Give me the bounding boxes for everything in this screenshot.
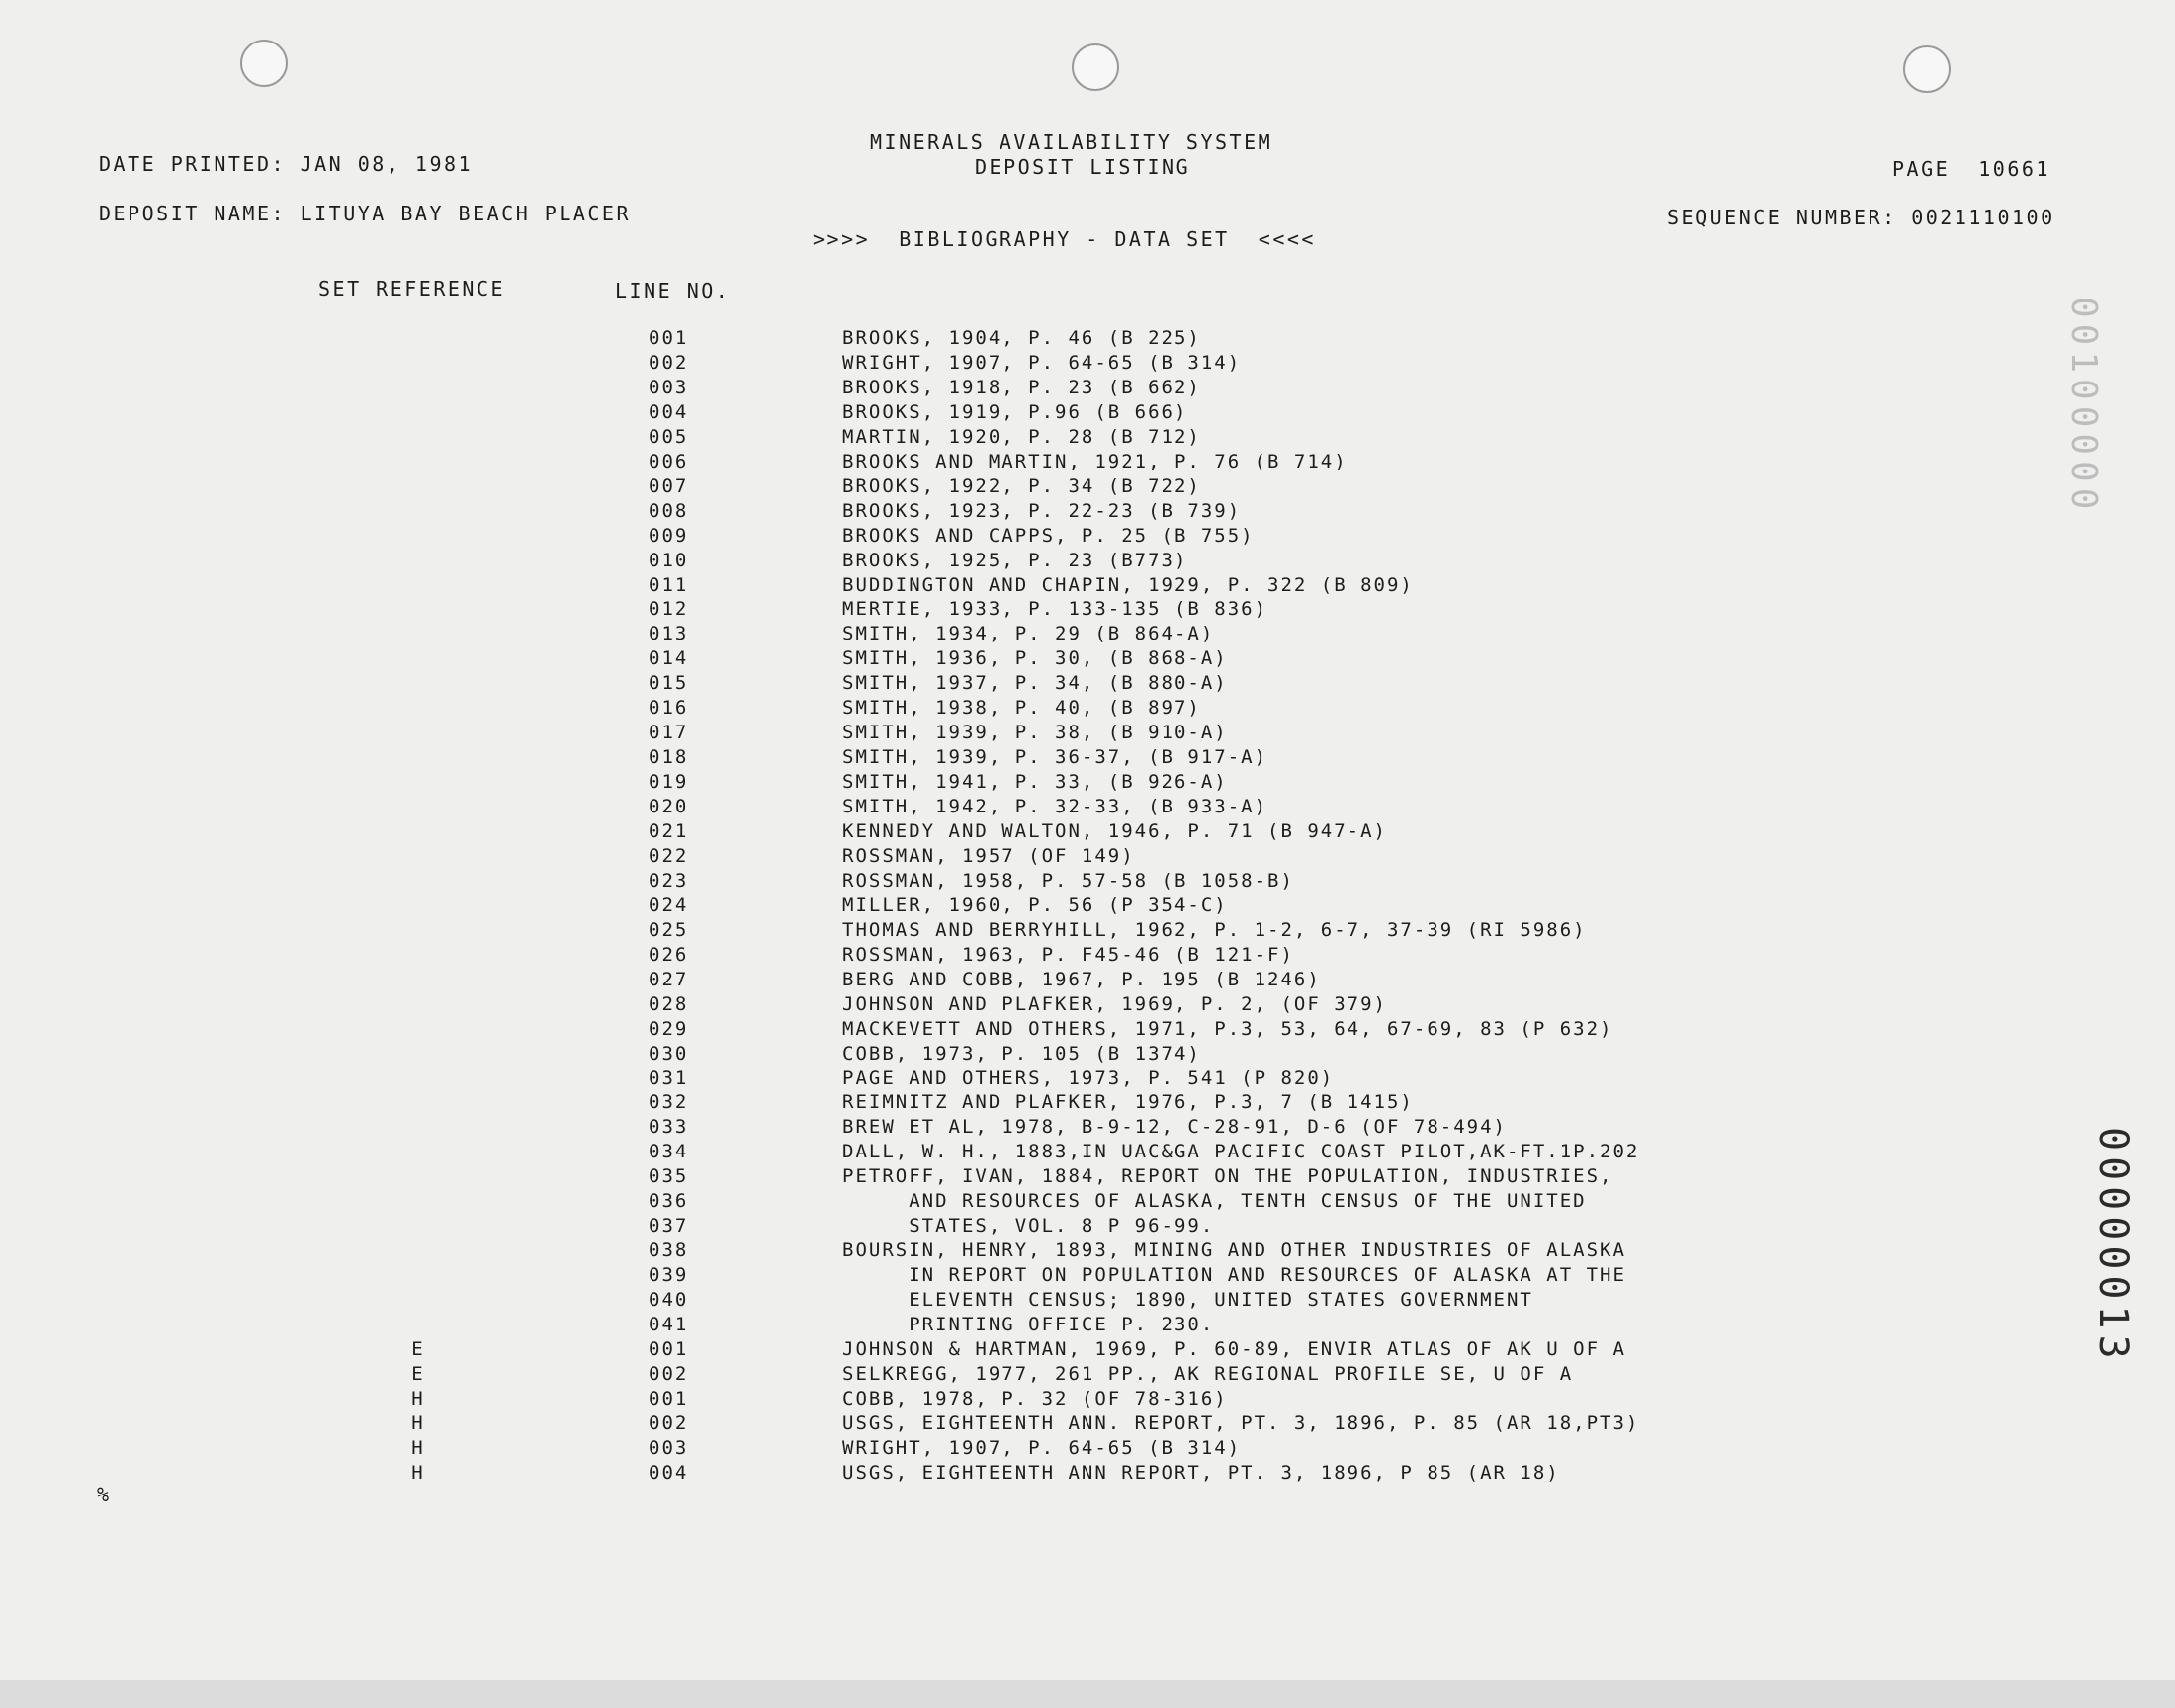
table-row [0, 326, 2175, 351]
table-row [0, 992, 2175, 1017]
data-set-title: >>>> BIBLIOGRAPHY - DATA SET <<<< [813, 227, 1316, 251]
table-row [0, 770, 2175, 795]
reference-text-cell: ROSSMAN, 1957 (OF 149) [842, 844, 1135, 867]
line-number-cell: 001 [649, 1337, 689, 1360]
table-row [0, 1461, 2175, 1486]
line-number-cell: 001 [649, 327, 689, 349]
reference-text-cell: BROOKS AND MARTIN, 1921, P. 76 (B 714) [842, 450, 1348, 472]
table-row [0, 622, 2175, 646]
reference-text-cell: SMITH, 1942, P. 32-33, (B 933-A) [842, 796, 1268, 818]
set-reference-cell: E [411, 1337, 425, 1360]
table-row [0, 351, 2175, 376]
table-row [0, 1362, 2175, 1387]
reference-text-cell: BOURSIN, HENRY, 1893, MINING AND OTHER INDUSTRIES OF ALASKA [842, 1239, 1626, 1262]
reference-text-cell: BROOKS, 1925, P. 23 (B773) [842, 549, 1188, 571]
line-number-cell: 024 [649, 894, 689, 916]
line-number-cell: 023 [649, 869, 689, 892]
line-number-cell: 002 [649, 1362, 689, 1385]
table-row [0, 1263, 2175, 1288]
table-row [0, 1313, 2175, 1337]
reference-text-cell: MILLER, 1960, P. 56 (P 354-C) [842, 894, 1228, 916]
reference-text-cell: SMITH, 1937, P. 34, (B 880-A) [842, 672, 1228, 695]
table-row [0, 696, 2175, 721]
line-number-cell: 009 [649, 524, 689, 547]
system-title: MINERALS AVAILABILITY SYSTEM [870, 130, 1273, 154]
table-row [0, 474, 2175, 499]
line-number-cell: 038 [649, 1239, 689, 1262]
line-number-cell: 014 [649, 647, 689, 670]
line-number-cell: 034 [649, 1141, 689, 1163]
reference-text-cell: SMITH, 1939, P. 38, (B 910-A) [842, 722, 1228, 744]
table-row [0, 1042, 2175, 1067]
table-row [0, 745, 2175, 770]
line-number-cell: 008 [649, 499, 689, 522]
table-row [0, 1411, 2175, 1436]
date-printed: DATE PRINTED: JAN 08, 1981 [99, 152, 474, 176]
punch-hole-right [1903, 45, 1951, 93]
line-number-cell: 026 [649, 943, 689, 966]
deposit-name: DEPOSIT NAME: LITUYA BAY BEACH PLACER [99, 202, 632, 225]
reference-text-cell: BROOKS AND CAPPS, P. 25 (B 755) [842, 524, 1255, 547]
reference-text-cell: BROOKS, 1904, P. 46 (B 225) [842, 327, 1201, 349]
set-reference-cell: E [411, 1362, 425, 1385]
reference-text-cell: COBB, 1973, P. 105 (B 1374) [842, 1042, 1201, 1065]
line-number-cell: 003 [649, 1436, 689, 1459]
table-row [0, 795, 2175, 819]
set-reference-cell: H [411, 1436, 425, 1459]
reference-text-cell: WRIGHT, 1907, P. 64-65 (B 314) [842, 351, 1242, 374]
line-number-cell: 027 [649, 968, 689, 990]
table-row [0, 671, 2175, 696]
table-row [0, 1090, 2175, 1115]
reference-text-cell: REIMNITZ AND PLAFKER, 1976, P.3, 7 (B 1415) [842, 1091, 1414, 1114]
table-row [0, 646, 2175, 671]
line-number-cell: 004 [649, 400, 689, 423]
faint-stamp-number: 00100000 [2063, 297, 2104, 516]
table-row [0, 1436, 2175, 1461]
table-row [0, 1238, 2175, 1263]
reference-text-cell: STATES, VOL. 8 P 96-99. [842, 1215, 1215, 1238]
line-number-cell: 020 [649, 796, 689, 818]
reference-text-cell: KENNEDY AND WALTON, 1946, P. 71 (B 947-A) [842, 820, 1387, 842]
table-row [0, 549, 2175, 573]
line-number-cell: 017 [649, 722, 689, 744]
line-number-cell: 015 [649, 672, 689, 695]
table-row [0, 1214, 2175, 1238]
line-number-cell: 007 [649, 474, 689, 497]
table-row [0, 1067, 2175, 1091]
table-row [0, 425, 2175, 450]
reference-text-cell: JOHNSON & HARTMAN, 1969, P. 60-89, ENVIR ATLAS OF AK U OF A [842, 1337, 1626, 1360]
table-row [0, 844, 2175, 869]
line-number-cell: 012 [649, 598, 689, 621]
line-number-cell: 039 [649, 1264, 689, 1287]
line-number-cell: 037 [649, 1215, 689, 1238]
line-number-cell: 028 [649, 992, 689, 1015]
reference-text-cell: PRINTING OFFICE P. 230. [842, 1314, 1215, 1335]
line-number-cell: 033 [649, 1116, 689, 1139]
sequence-number: SEQUENCE NUMBER: 0021110100 [1667, 206, 2055, 229]
line-number-cell: 022 [649, 844, 689, 867]
table-row [0, 1164, 2175, 1189]
reference-text-cell: PAGE AND OTHERS, 1973, P. 541 (P 820) [842, 1067, 1335, 1089]
reference-text-cell: BUDDINGTON AND CHAPIN, 1929, P. 322 (B 809) [842, 573, 1414, 596]
reference-text-cell: BROOKS, 1919, P.96 (B 666) [842, 400, 1188, 423]
set-reference-header: SET REFERENCE [318, 277, 506, 300]
line-number-cell: 041 [649, 1314, 689, 1335]
set-reference-cell: H [411, 1411, 425, 1434]
table-row [0, 721, 2175, 745]
table-row [0, 376, 2175, 400]
line-number-cell: 029 [649, 1017, 689, 1040]
reference-text-cell: ROSSMAN, 1958, P. 57-58 (B 1058-B) [842, 869, 1294, 892]
page-number: PAGE 10661 [1892, 157, 2050, 181]
line-number-cell: 035 [649, 1165, 689, 1188]
table-row [0, 918, 2175, 943]
reference-text-cell: SMITH, 1936, P. 30, (B 868-A) [842, 647, 1228, 670]
table-row [0, 573, 2175, 598]
table-row [0, 450, 2175, 474]
reference-text-cell: SMITH, 1939, P. 36-37, (B 917-A) [842, 746, 1268, 769]
line-no-header: LINE NO. [615, 279, 731, 302]
table-row [0, 819, 2175, 844]
line-number-cell: 016 [649, 697, 689, 720]
scan-edge [0, 1680, 2175, 1708]
reference-text-cell: BROOKS, 1922, P. 34 (B 722) [842, 474, 1201, 497]
line-number-cell: 003 [649, 376, 689, 398]
footer-mark: % [97, 1483, 112, 1506]
line-number-cell: 032 [649, 1091, 689, 1114]
reference-text-cell: SELKREGG, 1977, 261 PP., AK REGIONAL PROFILE SE, U OF A [842, 1362, 1574, 1385]
table-row [0, 524, 2175, 549]
reference-text-cell: ELEVENTH CENSUS; 1890, UNITED STATES GOVERNMENT [842, 1289, 1533, 1312]
line-number-cell: 030 [649, 1042, 689, 1065]
table-row [0, 499, 2175, 524]
table-row [0, 1189, 2175, 1214]
reference-text-cell: SMITH, 1941, P. 33, (B 926-A) [842, 771, 1228, 794]
page-stamp-number: 00000013 [2090, 1127, 2135, 1365]
reference-text-cell: JOHNSON AND PLAFKER, 1969, P. 2, (OF 379) [842, 992, 1387, 1015]
line-number-cell: 040 [649, 1289, 689, 1312]
reference-text-cell: ROSSMAN, 1963, P. F45-46 (B 121-F) [842, 943, 1294, 966]
table-row [0, 943, 2175, 968]
reference-text-cell: MACKEVETT AND OTHERS, 1971, P.3, 53, 64, 67-69, 83 (P 632) [842, 1017, 1613, 1040]
reference-text-cell: PETROFF, IVAN, 1884, REPORT ON THE POPULATION, INDUSTRIES, [842, 1165, 1613, 1188]
line-number-cell: 006 [649, 450, 689, 472]
reference-text-cell: MARTIN, 1920, P. 28 (B 712) [842, 425, 1201, 448]
reference-text-cell: COBB, 1978, P. 32 (OF 78-316) [842, 1387, 1228, 1409]
reference-text-cell: BROOKS, 1918, P. 23 (B 662) [842, 376, 1201, 398]
line-number-cell: 021 [649, 820, 689, 842]
line-number-cell: 002 [649, 1411, 689, 1434]
table-row [0, 1140, 2175, 1164]
line-number-cell: 001 [649, 1387, 689, 1409]
reference-text-cell: THOMAS AND BERRYHILL, 1962, P. 1-2, 6-7, 37-39 (RI 5986) [842, 918, 1587, 941]
set-reference-cell: H [411, 1461, 425, 1484]
line-number-cell: 019 [649, 771, 689, 794]
set-reference-cell: H [411, 1387, 425, 1409]
reference-text-cell: MERTIE, 1933, P. 133-135 (B 836) [842, 598, 1268, 621]
line-number-cell: 011 [649, 573, 689, 596]
reference-text-cell: BERG AND COBB, 1967, P. 195 (B 1246) [842, 968, 1321, 990]
punch-hole-center [1072, 43, 1119, 91]
table-row [0, 1288, 2175, 1313]
line-number-cell: 005 [649, 425, 689, 448]
table-row [0, 597, 2175, 622]
line-number-cell: 018 [649, 746, 689, 769]
line-number-cell: 010 [649, 549, 689, 571]
listing-title: DEPOSIT LISTING [975, 155, 1191, 179]
line-number-cell: 013 [649, 623, 689, 645]
reference-text-cell: BREW ET AL, 1978, B-9-12, C-28-91, D-6 (OF 78-494) [842, 1116, 1507, 1139]
table-row [0, 1017, 2175, 1042]
punch-hole-left [240, 40, 288, 87]
reference-text-cell: IN REPORT ON POPULATION AND RESOURCES OF ALASKA AT THE [842, 1264, 1626, 1287]
reference-text-cell: AND RESOURCES OF ALASKA, TENTH CENSUS OF THE UNITED [842, 1190, 1587, 1213]
table-row [0, 968, 2175, 992]
table-row [0, 1337, 2175, 1362]
reference-text-cell: DALL, W. H., 1883,IN UAC&GA PACIFIC COAST PILOT,AK-FT.1P.202 [842, 1141, 1640, 1163]
reference-text-cell: USGS, EIGHTEENTH ANN. REPORT, PT. 3, 1896, P. 85 (AR 18,PT3) [842, 1411, 1640, 1434]
line-number-cell: 031 [649, 1067, 689, 1089]
reference-text-cell: SMITH, 1934, P. 29 (B 864-A) [842, 623, 1215, 645]
table-row [0, 400, 2175, 425]
line-number-cell: 002 [649, 351, 689, 374]
table-row [0, 1115, 2175, 1140]
line-number-cell: 004 [649, 1461, 689, 1484]
reference-text-cell: WRIGHT, 1907, P. 64-65 (B 314) [842, 1436, 1242, 1459]
table-row [0, 1387, 2175, 1411]
table-row [0, 894, 2175, 918]
reference-text-cell: BROOKS, 1923, P. 22-23 (B 739) [842, 499, 1242, 522]
reference-text-cell: SMITH, 1938, P. 40, (B 897) [842, 697, 1201, 720]
line-number-cell: 036 [649, 1190, 689, 1213]
line-number-cell: 025 [649, 918, 689, 941]
reference-text-cell: USGS, EIGHTEENTH ANN REPORT, PT. 3, 1896, P 85 (AR 18) [842, 1461, 1560, 1484]
table-row [0, 869, 2175, 894]
